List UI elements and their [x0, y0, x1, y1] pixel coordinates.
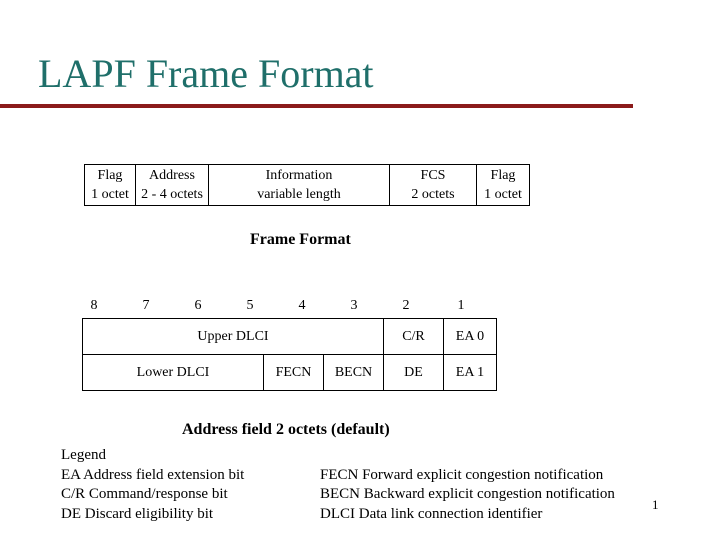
field-name: Flag [97, 168, 123, 183]
bit-number: 4 [298, 298, 306, 313]
frame-field-flag-end [477, 165, 530, 206]
field-name: Flag [490, 168, 516, 183]
field-name: Information [265, 168, 333, 183]
bit-number: 1 [457, 298, 465, 313]
frame-format-table [84, 164, 530, 206]
legend-item: DE Discard eligibility bit [61, 505, 214, 522]
ea0-cell: EA 0 [444, 319, 497, 355]
cr-cell: C/R [384, 319, 444, 355]
frame-field-information [209, 165, 390, 206]
frame-field-address [136, 165, 209, 206]
bit-number: 3 [350, 298, 358, 313]
legend-item: FECN Forward explicit congestion notification [320, 466, 604, 483]
legend-item: BECN Backward explicit congestion notification [320, 486, 615, 502]
bit-number: 7 [142, 298, 150, 313]
frame-field-fcs [390, 165, 477, 206]
frame-format-caption: Frame Format [250, 231, 351, 248]
frame-field-flag-start [85, 165, 136, 206]
field-name: FCS [420, 168, 446, 183]
bit-number: 5 [246, 298, 254, 313]
legend-item: DLCI Data link connection identifier [320, 505, 543, 522]
fecn-cell: FECN [264, 355, 324, 391]
ea1-cell: EA 1 [444, 355, 497, 391]
slide-number: 1 [652, 497, 659, 512]
legend-right [320, 466, 615, 525]
upper-dlci-cell: Upper DLCI [83, 319, 384, 355]
address-field-caption: Address field 2 octets (default) [182, 421, 390, 438]
legend-heading: Legend [61, 447, 106, 463]
title-underline [0, 104, 633, 108]
bit-number: 2 [402, 298, 410, 313]
field-size: variable length [257, 187, 341, 202]
legend-left [61, 446, 244, 524]
field-size: 2 - 4 octets [141, 187, 203, 202]
lower-dlci-cell: Lower DLCI [83, 355, 264, 391]
slide-title: LAPF Frame Format [38, 51, 374, 96]
becn-cell: BECN [324, 355, 384, 391]
field-size: 1 octet [484, 187, 522, 202]
field-size: 2 octets [411, 187, 455, 202]
field-size: 1 octet [91, 187, 129, 202]
field-name: Address [149, 168, 195, 183]
legend-item: EA Address field extension bit [61, 466, 245, 483]
bit-number: 6 [194, 298, 202, 313]
bit-number: 8 [90, 298, 98, 313]
address-field-table [82, 318, 497, 391]
legend-item: C/R Command/response bit [61, 486, 228, 502]
de-cell: DE [384, 355, 444, 391]
